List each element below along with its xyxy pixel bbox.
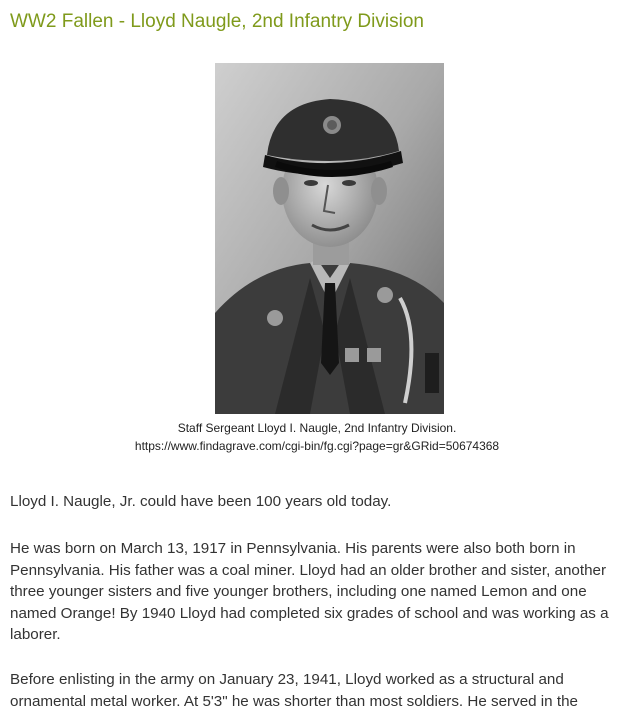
soldier-portrait-photo [215, 63, 444, 414]
portrait-image [215, 63, 444, 414]
paragraph: He was born on March 13, 1917 in Pennsylvania. His parents were also both born in Pennsylvania. His father was a coal miner. Lloyd had an older brother and sister, another three younger sisters and five younger brothers, including one named Lemon and one named Orange! By 1940 Lloyd had completed six grades of school and was working as a laborer. [10, 540, 609, 643]
paragraph: Lloyd I. Naugle, Jr. could have been 100 years old today. [10, 493, 392, 510]
paragraph: Before enlisting in the army on January 23, 1941, Lloyd worked as a structural and ornamental metal worker. At 5'3" he was shorter than most soldiers. He served in the [10, 671, 578, 710]
photo-caption: Staff Sergeant Lloyd I. Naugle, 2nd Infantry Division. [177, 421, 457, 435]
post-title[interactable]: WW2 Fallen - Lloyd Naugle, 2nd Infantry Division [10, 11, 424, 32]
photo-source-link[interactable]: https://www.findagrave.com/cgi-bin/fg.cgi?page=gr&GRid=50674368 [134, 439, 500, 453]
